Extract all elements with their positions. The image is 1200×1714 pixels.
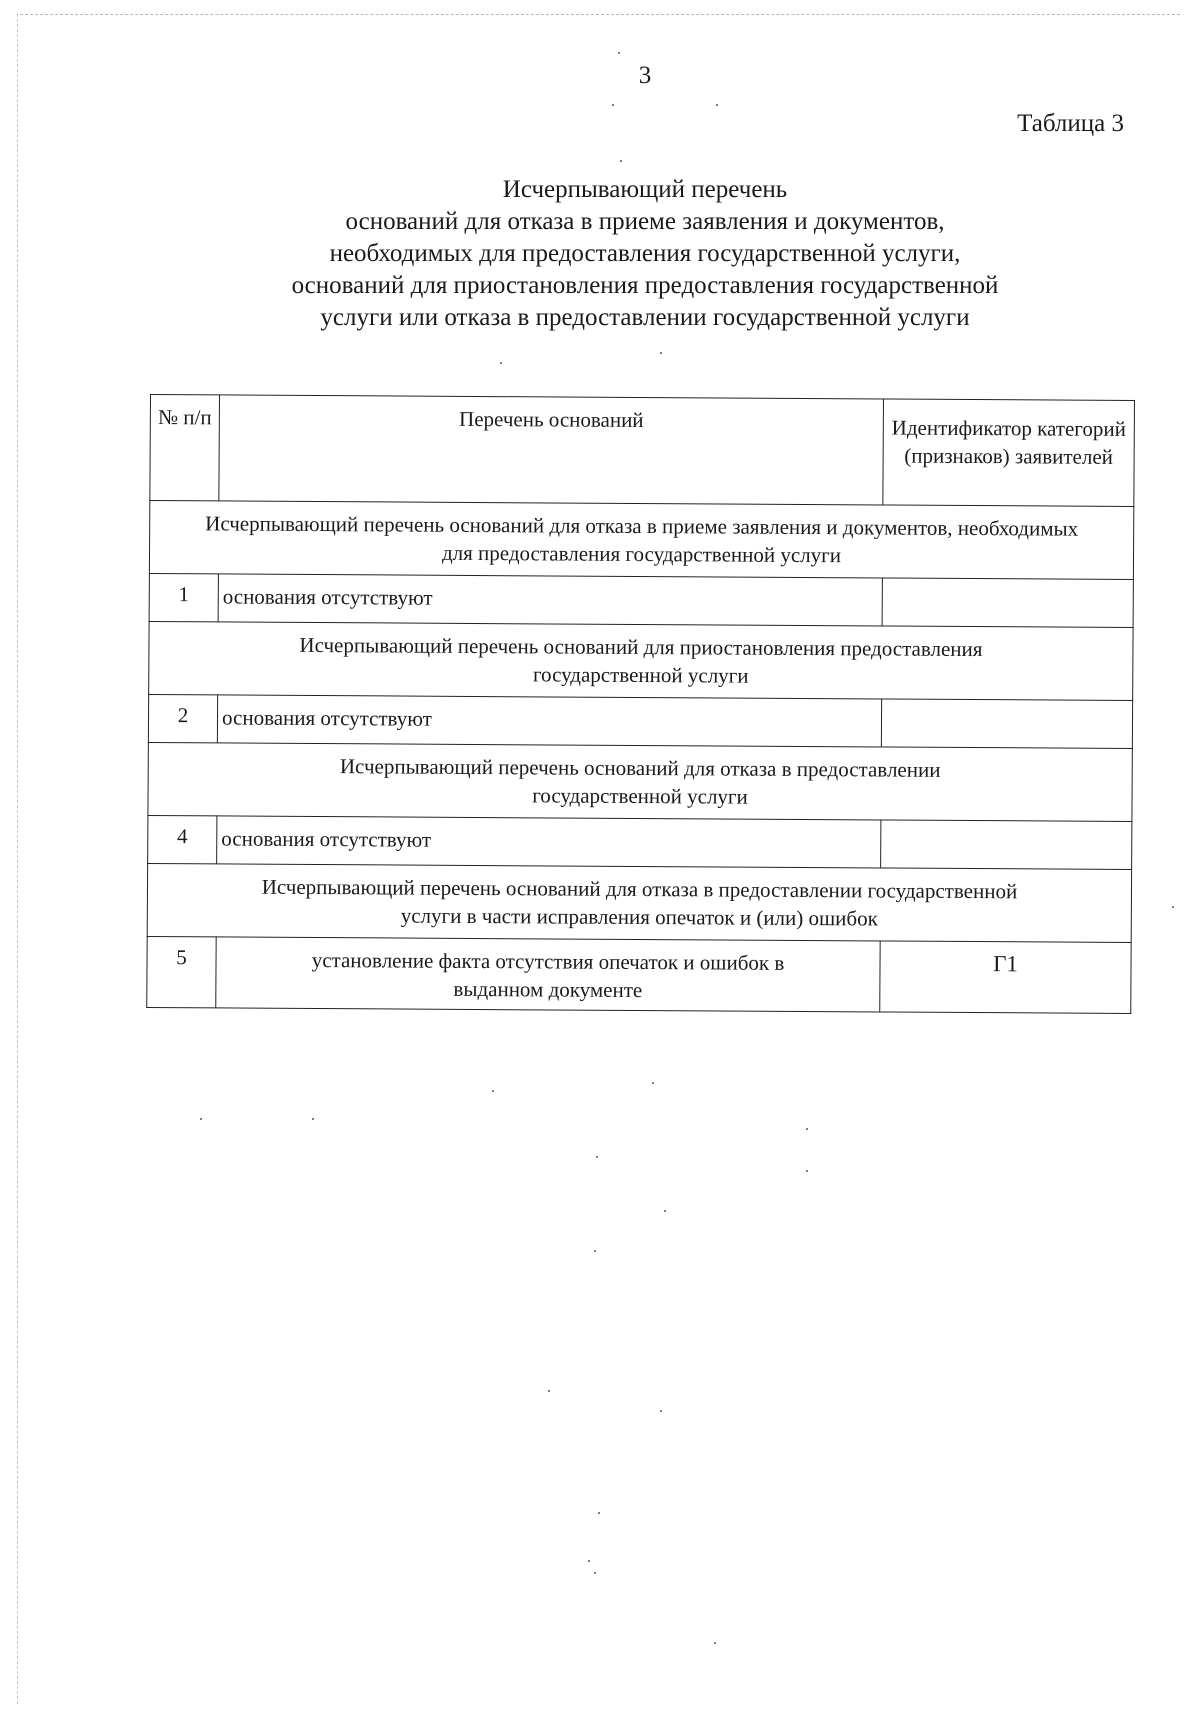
row-identifier: Г1 bbox=[880, 941, 1131, 1014]
header-identifier: Идентификатор категорий (признаков) заявителей bbox=[883, 399, 1135, 507]
scan-speck bbox=[660, 1410, 662, 1412]
title-line: услуги или отказа в предоставлении государственной услуги bbox=[320, 304, 970, 331]
title-line: оснований для отказа в приеме заявления и документов, bbox=[345, 208, 945, 235]
document-title bbox=[150, 174, 1140, 334]
table-row bbox=[147, 936, 1131, 1013]
grounds-table bbox=[146, 394, 1135, 1014]
scan-speck bbox=[620, 160, 622, 162]
section-title: Исчерпывающий перечень оснований для отказа в предоставлении государственной услуги в части исправления опечаток и (или) ошибок bbox=[147, 863, 1131, 942]
scan-speck bbox=[312, 1118, 314, 1120]
scan-speck bbox=[500, 362, 502, 364]
scan-border-top bbox=[20, 14, 1180, 15]
row-number: 5 bbox=[147, 936, 216, 1007]
section-row bbox=[149, 501, 1133, 580]
row-identifier bbox=[881, 820, 1132, 870]
scan-speck bbox=[1172, 906, 1174, 908]
scan-speck bbox=[596, 1156, 598, 1158]
title-line: оснований для приостановления предоставления государственной bbox=[291, 272, 999, 299]
table-row bbox=[148, 815, 1132, 869]
scan-speck bbox=[594, 1250, 596, 1252]
section-row bbox=[147, 863, 1131, 942]
page-number: 3 bbox=[638, 62, 652, 89]
row-ground: основания отсутствуют bbox=[217, 695, 881, 747]
row-identifier bbox=[881, 699, 1132, 749]
scan-speck bbox=[612, 104, 614, 106]
scan-speck bbox=[806, 1128, 808, 1130]
table-caption: Таблица 3 bbox=[1017, 110, 1124, 137]
row-number: 1 bbox=[149, 573, 218, 621]
scan-speck bbox=[714, 1642, 716, 1644]
table-row bbox=[148, 694, 1132, 748]
row-ground: установление факта отсутствия опечаток и ошибок в выданном документе bbox=[216, 937, 880, 1012]
scan-speck bbox=[200, 1118, 202, 1120]
row-number: 4 bbox=[148, 815, 217, 863]
section-row bbox=[149, 621, 1133, 700]
row-number: 2 bbox=[148, 694, 217, 742]
section-row bbox=[148, 742, 1132, 821]
header-number: № п/п bbox=[150, 395, 220, 501]
scan-speck bbox=[548, 1390, 550, 1392]
scan-speck bbox=[618, 52, 620, 54]
table-header-row bbox=[150, 395, 1135, 507]
scan-speck bbox=[598, 1512, 600, 1514]
header-grounds: Перечень оснований bbox=[219, 395, 884, 505]
scan-speck bbox=[806, 1170, 808, 1172]
scan-speck bbox=[588, 1560, 590, 1562]
row-ground: основания отсутствуют bbox=[218, 574, 882, 626]
scan-speck bbox=[664, 1210, 666, 1212]
title-line: Исчерпывающий перечень bbox=[502, 176, 788, 203]
scan-speck bbox=[492, 1090, 494, 1092]
row-identifier bbox=[882, 578, 1133, 628]
scan-speck bbox=[660, 352, 662, 354]
scan-border-left bbox=[17, 14, 18, 1704]
table-row bbox=[149, 573, 1133, 627]
section-title: Исчерпывающий перечень оснований для отказа в предоставлении государственной услуги bbox=[148, 742, 1132, 821]
section-title: Исчерпывающий перечень оснований для приостановления предоставления государственной услуги bbox=[149, 621, 1133, 700]
scan-speck bbox=[652, 1082, 654, 1084]
scan-speck bbox=[594, 1572, 596, 1574]
scan-speck bbox=[716, 104, 718, 106]
row-ground: основания отсутствуют bbox=[217, 816, 881, 868]
section-title: Исчерпывающий перечень оснований для отказа в приеме заявления и документов, необходимых для предоставления государственной услуги bbox=[149, 501, 1133, 580]
title-line: необходимых для предоставления государственной услуги, bbox=[329, 240, 961, 267]
